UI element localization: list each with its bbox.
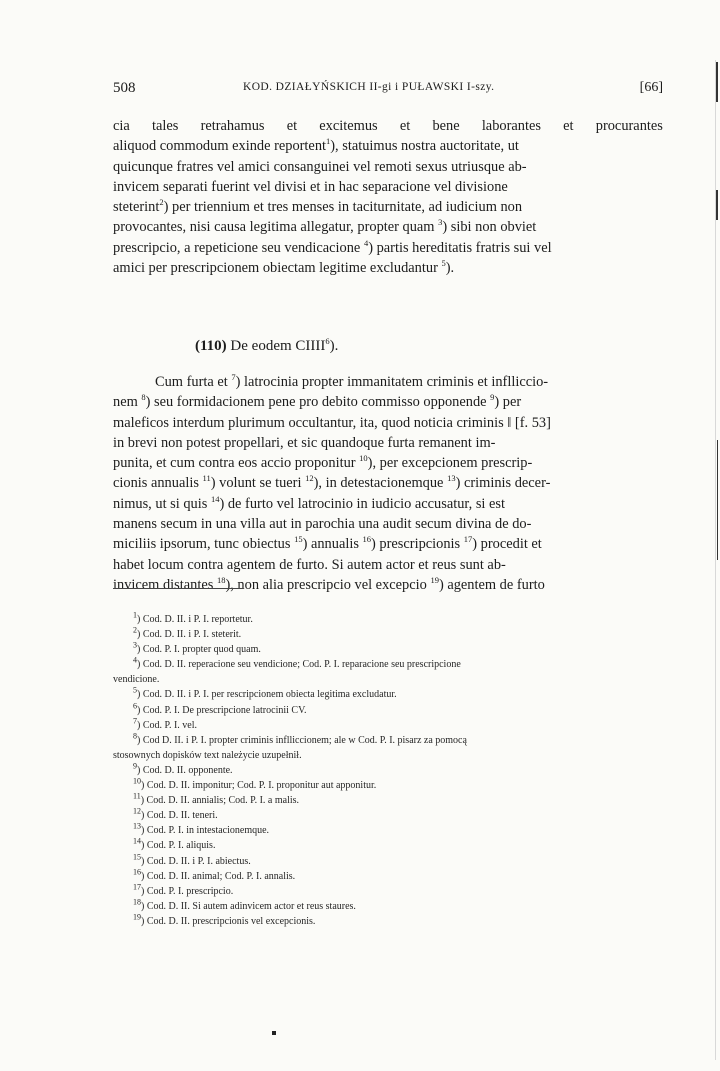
footnote-text: ) Cod. P. I. prescripcio. — [141, 885, 234, 897]
footnote — [113, 627, 663, 642]
footnote — [113, 778, 663, 793]
footnote — [113, 793, 663, 808]
footnote-separator — [113, 588, 243, 589]
footnote-number: 8 — [133, 731, 137, 741]
footnote-number: 6 — [133, 701, 137, 711]
footnote-text: ) Cod. P. I. propter quod quam. — [137, 644, 261, 656]
footnote-number: 4 — [133, 655, 137, 665]
footnote — [113, 733, 663, 748]
footnote-text: stosownych dopisków text należycie uzupełnił. — [113, 749, 302, 761]
footnote-number: 11 — [133, 791, 141, 801]
footnote-number: 1 — [133, 610, 137, 620]
footnote-number: 5 — [133, 686, 137, 696]
footnote — [113, 899, 663, 914]
text-line: invicem separati fuerint vel divisi et in hac separacione vel divisione — [113, 178, 508, 195]
footnote-text: ) Cod. D. II. teneri. — [141, 810, 218, 822]
footnote-text: ) Cod. D. II. i P. I. abiectus. — [141, 855, 251, 867]
footnote-text: ) Cod. D. II. i P. I. reportetur. — [137, 614, 253, 625]
footnote-text: ) Cod. D. II. i P. I. steterit. — [137, 629, 242, 641]
text-line: quicunque fratres vel amici consanguinei vel remoti sexus utriusque ab- — [113, 158, 527, 175]
edge-mark — [716, 62, 718, 102]
footnote-text: ) Cod. D. II. i P. I. per rescripcionem obiecta legitima excludatur. — [137, 689, 397, 701]
footnote-number: 17 — [133, 882, 141, 892]
footnote — [113, 763, 663, 778]
footnote-number: 3 — [133, 640, 137, 650]
footnote — [113, 823, 663, 838]
text-line: cionis annualis $^{11}$) volunt se tueri $^{12}$), in detestacionemque $^{13}$) criminis decer- — [113, 473, 551, 492]
footnote — [113, 703, 663, 718]
footnote — [113, 838, 663, 853]
footnote-text: ) Cod. P. I. vel. — [137, 719, 197, 731]
folio-reference: [66] — [639, 80, 663, 95]
footnote-number: 7 — [133, 716, 137, 726]
footnote-number: 18 — [133, 897, 141, 907]
page-number: 508 — [113, 80, 136, 96]
footnote-number: 2 — [133, 625, 137, 635]
text-line: steterint$^2$) per triennium et tres menses in taciturnitate, ad iudicium non — [113, 197, 523, 216]
text-line: maleficos interdum plurimum occultantur, ita, quod noticia criminis ‖ [f. 53] — [113, 414, 551, 431]
footnote-number: 16 — [133, 867, 141, 877]
running-header — [113, 80, 663, 100]
text-line: manens secum in una villa aut in parochia una audit secum divina de do- — [113, 516, 532, 533]
text-line: provocantes, nisi causa legitima allegatur, propter quam $^3$) sibi non obviet — [113, 217, 537, 236]
paragraph-continuation — [113, 116, 663, 278]
footnote-number: 15 — [133, 852, 141, 862]
footnote-text: ) Cod. D. II. Si autem adinvicem actor et reus staures. — [141, 900, 356, 912]
footnote — [113, 748, 663, 763]
text-line: punita, et cum contra eos accio proponitur $^{10}$), per excepcionem prescrip- — [113, 453, 533, 472]
footnote-number: 12 — [133, 806, 141, 816]
section-heading: (110) De eodem CIIII$^6$). — [195, 336, 339, 354]
footnote-text: ) Cod. P. I. De prescripcione latrocinii CV. — [137, 704, 307, 716]
footnote-text: ) Cod. D. II. prescripcionis vel excepcionis. — [141, 915, 316, 927]
footnotes — [113, 612, 663, 929]
text-line: nem $^8$) seu formidacionem pene pro debito commisso opponende $^9$) per — [113, 392, 522, 411]
paragraph-110 — [113, 372, 663, 595]
text-line: habet locum contra agentem de furto. Si autem actor et reus sunt ab- — [113, 556, 506, 573]
text-line: nimus, ut si quis $^{14}$) de furto vel latrocinio in iudicio accusatur, si est — [113, 493, 506, 512]
footnote-number: 9 — [133, 761, 137, 771]
footnote-number: 10 — [133, 776, 141, 786]
footnote — [113, 718, 663, 733]
running-title: KOD. DZIAŁYŃSKICH II-gi i PUŁAWSKI I-szy. — [243, 81, 495, 93]
text-line: in brevi non potest propellari, et sic quandoque furta remanent im- — [113, 434, 496, 451]
text-line: amici per prescripcionem obiectam legitime excludantur $^5$). — [113, 258, 455, 277]
footnote — [113, 612, 663, 627]
footnote — [113, 687, 663, 702]
text-line: miciliis ipsorum, tunc obiectus $^{15}$) annualis $^{16}$) prescripcionis $^{17}$) procedit et — [113, 534, 542, 553]
footnote-text: ) Cod. P. I. aliquis. — [141, 840, 216, 852]
footnote — [113, 884, 663, 899]
footnote-text: ) Cod D. II. i P. I. propter criminis inflliccionem; ale w Cod. P. I. pisarz za pomocą — [137, 734, 467, 746]
footnote-text: ) Cod. D. II. animal; Cod. P. I. annalis. — [141, 870, 296, 882]
footnote-text: ) Cod. D. II. opponente. — [137, 764, 233, 776]
footnote-text: ) Cod. D. II. annialis; Cod. P. I. a malis. — [140, 795, 300, 807]
footnote-text: vendicione. — [113, 674, 160, 686]
text-line: prescripcio, a repeticione seu vendicacione $^4$) partis hereditatis fratris sui vel — [113, 237, 552, 256]
text-line: aliquod commodum exinde reportent$^1$), statuimus nostra auctoritate, ut — [113, 136, 519, 155]
footnote-number: 19 — [133, 912, 141, 922]
footnote — [113, 869, 663, 884]
footnote — [113, 642, 663, 657]
footnote-text: ) Cod. P. I. in intestacionemque. — [141, 825, 270, 837]
edge-mark — [717, 440, 718, 560]
footnote-text: ) Cod. D. II. imponitur; Cod. P. I. proponitur aut apponitur. — [141, 780, 377, 792]
section-number: (110) — [195, 338, 227, 354]
footnote — [113, 672, 663, 687]
text-line: cia tales retrahamus et excitemus et bene laborantes et procurantes — [113, 118, 663, 134]
footnote-number: 14 — [133, 837, 141, 847]
text-line: Cum furta et $^7$) latrocinia propter immanitatem criminis et inflliccio- — [155, 372, 549, 390]
footnote-number: 13 — [133, 821, 141, 831]
footnote — [113, 914, 663, 929]
footnote — [113, 657, 663, 672]
page-mark — [272, 1031, 276, 1035]
footnote — [113, 808, 663, 823]
footnote-text: ) Cod. D. II. reperacione seu vendicione; Cod. P. I. reparacione seu prescripcione — [137, 659, 461, 671]
footnote — [113, 854, 663, 869]
text-line: invicem distantes $^{18}$), non alia prescripcio vel excepcio $^{19}$) agentem de furto — [113, 575, 545, 593]
edge-mark — [716, 190, 718, 220]
